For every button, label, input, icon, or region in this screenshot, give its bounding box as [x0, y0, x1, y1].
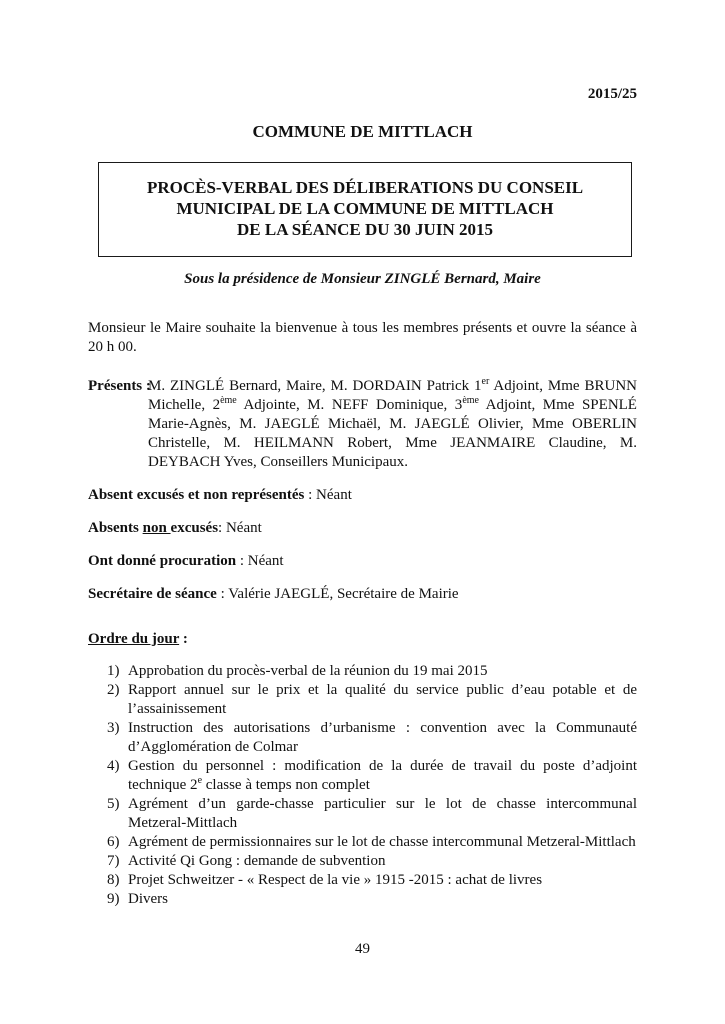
agenda-item-8 [88, 871, 637, 890]
agenda-item-4 [88, 757, 637, 795]
absent-excused-line [88, 486, 637, 505]
agenda-item-text: Activité Qi Gong : demande de subvention [128, 853, 386, 869]
absent-not-excused-value: : Néant [218, 520, 262, 536]
page-ref: 2015/25 [587, 86, 637, 102]
agenda-item-number: 7) [107, 853, 120, 869]
commune-title: COMMUNE DE MITTLACH [252, 122, 473, 141]
agenda-item-text [128, 757, 637, 795]
page-number: 49 [355, 941, 370, 957]
agenda-item-number: 1) [107, 663, 120, 679]
agenda-item-4-post: classe à temps non complet [202, 777, 370, 793]
absent-not-excused-label-1: Absents [88, 520, 143, 536]
agenda-item-2 [88, 681, 637, 719]
agenda-list [88, 662, 637, 909]
ordinal-superscript: er [481, 376, 490, 387]
presents-label: Présents : [88, 378, 151, 394]
agenda-item-text: Agrément d’un garde-chasse particulier sur le lot de chasse intercommunal Metzeral-Mittlach [128, 796, 637, 831]
agenda-item-text: Rapport annuel sur le prix et la qualité du service public d’eau potable et de l’assainissement [128, 682, 637, 717]
absent-excused-value: : Néant [304, 487, 352, 503]
agenda-heading-colon: : [179, 631, 188, 647]
agenda-item-3 [88, 719, 637, 757]
agenda-item-4-pre: Gestion du personnel : modification de la durée de travail du poste d’adjoint technique 2 [128, 758, 637, 793]
agenda-item-text: Agrément de permissionnaires sur le lot de chasse intercommunal Metzeral-Mittlach [128, 834, 636, 850]
agenda-item-text: Divers [128, 891, 168, 907]
absent-not-excused-underlined: non [142, 520, 171, 536]
absent-not-excused-line [88, 519, 637, 538]
agenda-item-number: 2) [107, 682, 120, 698]
agenda-item-1 [88, 662, 637, 681]
presents-part-2: Adjoint, Mme BRUNN Michelle, 2 [148, 378, 637, 413]
agenda-item-text: Projet Schweitzer - « Respect de la vie » 1915 -2015 : achat de livres [128, 872, 543, 888]
agenda-item-5 [88, 795, 637, 833]
secretary-value: : Valérie JAEGLÉ, Secrétaire de Mairie [216, 586, 459, 602]
secretary-label: Secrétaire de séance [88, 586, 217, 602]
agenda-item-number: 4) [107, 758, 120, 774]
ordinal-superscript: e [197, 775, 203, 786]
title-box [98, 162, 632, 257]
title-line-2: MUNICIPAL DE LA COMMUNE DE MITTLACH [176, 199, 554, 218]
agenda-item-7 [88, 852, 637, 871]
proxy-label: Ont donné procuration [88, 553, 237, 569]
agenda-item-9 [88, 890, 637, 909]
proxy-value: : Néant [236, 553, 284, 569]
agenda-item-text: Approbation du procès-verbal de la réunion du 19 mai 2015 [128, 663, 488, 679]
presents-text [148, 378, 637, 470]
agenda-item-6 [88, 833, 637, 852]
secretary-line [88, 585, 637, 604]
ordinal-superscript: ème [220, 395, 237, 406]
agenda-item-number: 8) [107, 872, 120, 888]
title-line-1: PROCÈS-VERBAL DES DÉLIBERATIONS DU CONSEIL [146, 178, 584, 197]
agenda-heading [88, 630, 637, 649]
attendees-paragraph [88, 377, 637, 472]
presents-part-1: M. ZINGLÉ Bernard, Maire, M. DORDAIN Patrick 1 [148, 378, 482, 394]
presents-part-3: Adjointe, M. NEFF Dominique, 3 [236, 397, 463, 413]
agenda-heading-text: Ordre du jour [88, 631, 180, 647]
presents-part-4: Adjoint, Mme SPENLÉ Marie-Agnès, M. JAEGLÉ Michaël, M. JAEGLÉ Olivier, Mme OBERLIN Christelle, M. HEILMANN Robert, Mme JEANMAIRE Claudine, M. DEYBACH Yves, Conseillers Municipaux. [148, 397, 637, 470]
agenda-item-text: Instruction des autorisations d’urbanisme : convention avec la Communauté d’Agglomération de Colmar [128, 720, 637, 755]
proxy-line [88, 552, 637, 571]
agenda-item-number: 9) [107, 891, 120, 907]
agenda-item-number: 3) [107, 720, 120, 736]
presidence-line: Sous la présidence de Monsieur ZINGLÉ Bernard, Maire [184, 271, 541, 287]
absent-not-excused-label-2: excusés [170, 520, 219, 536]
intro-paragraph: Monsieur le Maire souhaite la bienvenue à tous les membres présents et ouvre la séance à 20 h 00. [88, 320, 637, 355]
agenda-item-number: 5) [107, 796, 120, 812]
document-content [88, 85, 637, 909]
agenda-item-number: 6) [107, 834, 120, 850]
ordinal-superscript: ème [462, 395, 479, 406]
title-line-3: DE LA SÉANCE DU 30 JUIN 2015 [237, 220, 493, 239]
absent-excused-label: Absent excusés et non représentés [88, 487, 305, 503]
